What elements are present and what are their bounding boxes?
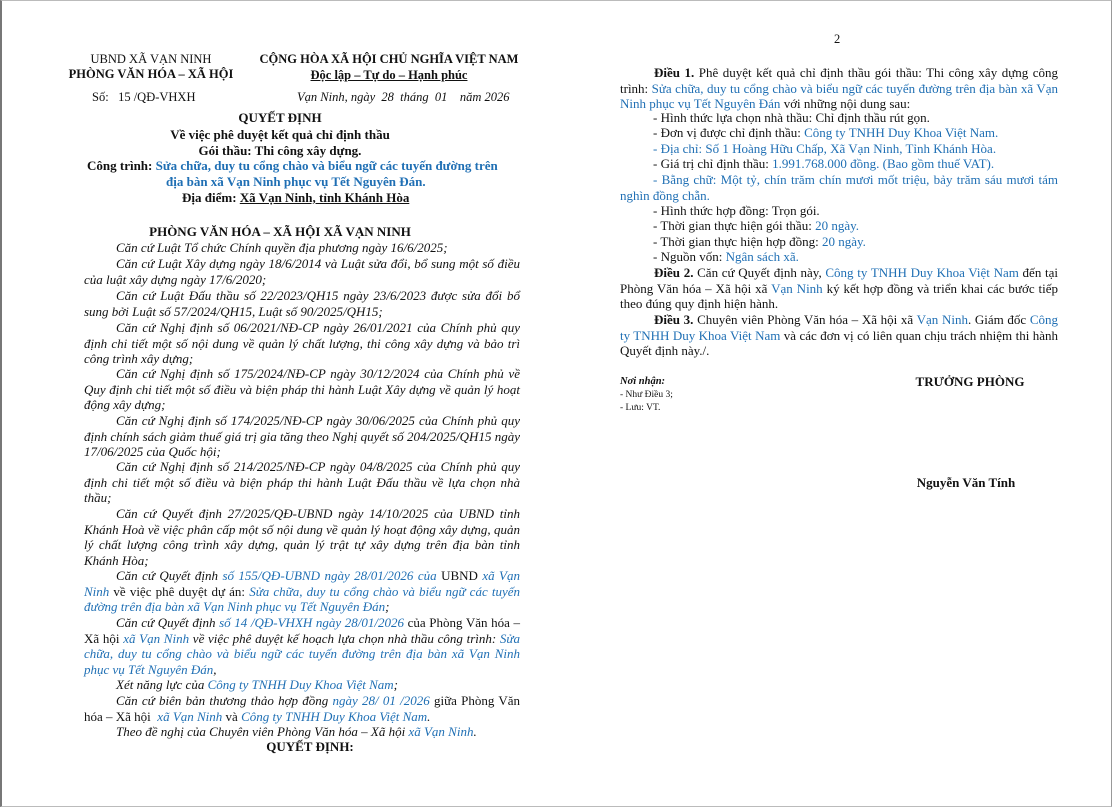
b9-decision-ref: số 155/QĐ-UBND ngày 28/01/2026 của: [222, 568, 437, 583]
article-3-e: và các đơn vị có liên quan chịu trách nhiệm thi hành Quyết định này./.: [620, 327, 1059, 359]
page-number: 2: [834, 32, 841, 46]
contractor-name: Công ty TNHH Duy Khoa Việt Nam.: [804, 125, 999, 140]
nation-title: CỘNG HÒA XÃ HỘI CHỦ NGHĨA VIỆT NAM: [259, 52, 519, 66]
item-5: - Bằng chữ: Một tỷ, chín trăm chín mươi mốt triệu, bảy trăm sáu mươi tám nghìn đồng chẵn.: [620, 172, 1058, 203]
article-3-company: Công ty TNHH Duy Khoa Việt Nam: [620, 312, 1059, 343]
article-1: [620, 65, 1058, 112]
place-label: Vạn Ninh, ngày: [297, 90, 376, 104]
recipient-2: - Lưu: VT.: [620, 403, 661, 413]
day: 28: [381, 90, 394, 104]
b12-e: và: [225, 708, 238, 724]
b9-project: Sửa chữa, duy tu cổng chào và biểu ngữ các tuyến đường trên địa bàn xã Vạn Ninh phục vụ Tết Nguyên Đán: [84, 583, 520, 615]
b10-commune: xã Vạn Ninh: [123, 630, 190, 646]
b11-c: ;: [393, 677, 399, 692]
project-line-2: địa bàn xã Vạn Ninh phục vụ Tết Nguyên Đán.: [166, 174, 426, 189]
b12-commune: xã Vạn Ninh: [157, 708, 223, 724]
authority-heading: PHÒNG VĂN HÓA – XÃ HỘI XÃ VẠN NINH: [149, 224, 411, 239]
article-3-label: Điều 3.: [654, 312, 694, 327]
b9-e: về việc phê duyệt dự án:: [113, 583, 246, 599]
b12-a: Căn cứ biên bản thương thảo hợp đồng: [116, 693, 329, 708]
b12-date: ngày 28/ 01 /2026: [332, 693, 430, 708]
decision-subject: Về việc phê duyệt kết quả chỉ định thầu: [170, 127, 390, 142]
location-value: Xã Vạn Ninh, tỉnh Khánh Hòa: [239, 190, 410, 205]
b10-c: của Phòng Văn hóa – Xã hội: [84, 615, 521, 646]
b11-company: Công ty TNHH Duy Khoa Việt Nam: [207, 677, 394, 692]
project-label: Công trình:: [87, 158, 153, 173]
recipients-label: Nơi nhận:: [620, 376, 666, 387]
decision-heading: QUYẾT ĐỊNH: [238, 110, 322, 125]
signer-title: TRƯỞNG PHÒNG: [915, 374, 1025, 389]
project-value-1: Sửa chữa, duy tu cổng chào và biểu ngữ các tuyến đường trên: [155, 158, 498, 173]
basis-6: Căn cứ Nghị định số 174/2025/NĐ-CP ngày 30/06/2025 của Chính phủ quy định chính sách giảm thuế giá trị gia tăng theo Nghị quyết số 204/2025/QH15 ngày 17/06/2025 của Quốc hội;: [84, 413, 520, 460]
b9-g: ;: [385, 599, 390, 615]
article-3-a: Chuyên viên Phòng Văn hóa – Xã hội xã: [697, 312, 914, 327]
article-1-text-c: với những nội dung sau:: [783, 96, 911, 112]
item-2-label: - Đơn vị được chỉ định thầu:: [653, 125, 801, 140]
year: năm 2026: [459, 90, 510, 104]
article-1-label: Điều 1.: [654, 65, 695, 80]
item-4-label: - Giá trị chỉ định thầu:: [653, 156, 769, 171]
item-2: [653, 125, 998, 141]
doc-no-suffix: /QĐ-VHXH: [133, 90, 196, 104]
doc-no-label: Số:: [92, 90, 109, 104]
b12-g: .: [427, 708, 431, 724]
article-2-label: Điều 2.: [654, 265, 694, 280]
funding-source: Ngân sách xã.: [725, 249, 799, 264]
month-label: tháng: [400, 90, 429, 104]
project-line-1: [87, 158, 498, 174]
b13-c: .: [473, 724, 477, 739]
item-4: [653, 156, 994, 172]
item-6: - Hình thức hợp đồng: Trọn gói.: [653, 203, 820, 218]
article-2: [620, 265, 1058, 312]
basis-8: Căn cứ Quyết định 27/2025/QĐ-UBND ngày 14/10/2025 của UBND tỉnh Khánh Hoà về việc phân cấp một số nội dung về quản lý hoạt động xây dựng, quản lý chất lượng công trình xây dựng, quản lý trật tự xây dựng trên địa bàn tỉnh Khánh Hòa;: [84, 506, 520, 568]
item-8-label: - Thời gian thực hiện hợp đồng:: [653, 234, 819, 249]
doc-no-value: 15: [118, 90, 131, 104]
basis-2: Căn cứ Luật Xây dựng ngày 18/6/2014 và Luật sửa đổi, bổ sung một số điều của luật xây dựng ngày 17/6/2020;: [84, 256, 520, 287]
basis-1: Căn cứ Luật Tổ chức Chính quyền địa phương ngày 16/6/2025;: [116, 240, 448, 255]
b13-commune: xã Vạn Ninh: [408, 724, 474, 739]
b11-a: Xét năng lực của: [116, 677, 205, 692]
basis-4: Căn cứ Nghị định số 06/2021/NĐ-CP ngày 26/01/2021 của Chính phủ quy định chi tiết một số nội dung về quản lý chất lượng, thi công xây dựng và bảo trì công trình xây dựng;: [84, 320, 520, 367]
basis-9: [84, 568, 520, 615]
article-3: [620, 312, 1058, 359]
basis-12: [84, 693, 520, 724]
article-2-company: Công ty TNHH Duy Khoa Việt Nam: [825, 265, 1019, 280]
article-1-project: Sửa chữa, duy tu cổng chào và biểu ngữ các tuyến đường trên địa bàn xã Vạn Ninh phục vụ Tết Nguyên Đán: [620, 80, 1059, 112]
article-2-e: ký kết hợp đồng và triển khai các bước tiếp theo đúng quy định hiện hành.: [620, 280, 1059, 312]
item-9-label: - Nguồn vốn:: [653, 249, 723, 264]
basis-10: [84, 615, 520, 677]
item-3: - Địa chỉ: Số 1 Hoàng Hữu Chấp, Xã Vạn Ninh, Tỉnh Khánh Hòa.: [653, 141, 997, 156]
month: 01: [434, 90, 448, 104]
package-value: Thi công xây dựng.: [254, 143, 362, 158]
article-3-c: . Giám đốc: [967, 312, 1027, 327]
location-line: [182, 190, 409, 206]
item-8: [653, 234, 866, 250]
basis-5: Căn cứ Nghị định số 175/2024/NĐ-CP ngày 30/12/2024 của Chính phủ về Quy định chi tiết một số điều và biện pháp thi hành Luật Xây dựng về quản lý hoạt động xây dựng;: [84, 366, 520, 413]
item-7: [653, 218, 859, 234]
package-line: [120, 143, 440, 159]
package-label: Gói thầu:: [198, 143, 252, 158]
signer-name: Nguyễn Văn Tính: [916, 475, 1016, 490]
recipient-1: - Như Điều 3;: [620, 390, 673, 400]
b9-c: UBND: [441, 568, 478, 583]
article-2-c: đến tại Phòng Văn hóa – Xã hội xã: [620, 265, 1058, 296]
basis-3: Căn cứ Luật Đấu thầu số 22/2023/QH15 ngày 23/6/2023 được sửa đổi bổ sung bởi Luật số 57/2024/QH15, Luật số 90/2025/QH15;: [84, 288, 520, 319]
doc-number: [92, 90, 196, 105]
b10-decision-ref: số 14 /QĐ-VHXH ngày 28/01/2026: [219, 615, 404, 630]
decides-heading: QUYẾT ĐỊNH:: [266, 739, 354, 754]
b13-a: Theo đề nghị của Chuyên viên Phòng Văn hóa – Xã hội: [116, 724, 406, 739]
item-9: [653, 249, 799, 265]
basis-7: Căn cứ Nghị định số 214/2025/NĐ-CP ngày 04/8/2025 của Chính phủ quy định chi tiết một số điều và biện pháp thi hành Luật Đấu thầu về lựa chọn nhà thầu;: [84, 459, 520, 506]
article-3-commune: Vạn Ninh: [916, 312, 968, 327]
b10-a: Căn cứ Quyết định: [116, 615, 216, 630]
location-label: Địa điểm:: [182, 190, 237, 205]
package-duration: 20 ngày.: [815, 218, 860, 233]
place-date: [297, 90, 510, 105]
item-1: - Hình thức lựa chọn nhà thầu: Chỉ định thầu rút gọn.: [653, 110, 930, 125]
contract-duration: 20 ngày.: [821, 234, 866, 249]
basis-13: [84, 724, 520, 740]
basis-11: [84, 677, 520, 693]
b10-e: về việc phê duyệt kế hoạch lựa chọn nhà thầu công trình:: [192, 630, 497, 646]
org-name: PHÒNG VĂN HÓA – XÃ HỘI: [68, 67, 234, 81]
article-2-a: Căn cứ Quyết định này,: [697, 265, 822, 280]
item-7-label: - Thời gian thực hiện gói thầu:: [653, 218, 812, 233]
b9-a: Căn cứ Quyết định: [116, 568, 218, 583]
b10-project: Sửa chữa, duy tu cổng chào và biểu ngữ các tuyến đường trên địa bàn xã Vạn Ninh phục vụ Tết Nguyên Đán: [84, 630, 520, 677]
b9-commune: xã Vạn Ninh: [84, 568, 520, 599]
b12-company: Công ty TNHH Duy Khoa Việt Nam: [241, 708, 428, 724]
article-2-commune: Vạn Ninh: [771, 280, 823, 296]
contract-value: 1.991.768.000 đồng. (Bao gồm thuế VAT).: [772, 156, 995, 171]
motto: Độc lập – Tự do – Hạnh phúc: [310, 68, 468, 82]
b10-g: ,: [213, 661, 217, 677]
org-top: UBND XÃ VẠN NINH: [90, 52, 212, 66]
b12-c: giữa Phòng Văn hóa – Xã hội: [84, 693, 521, 724]
article-1-text: Phê duyệt kết quả chỉ định thầu gói thầu: Thi công xây dựng công trình:: [620, 65, 1059, 96]
